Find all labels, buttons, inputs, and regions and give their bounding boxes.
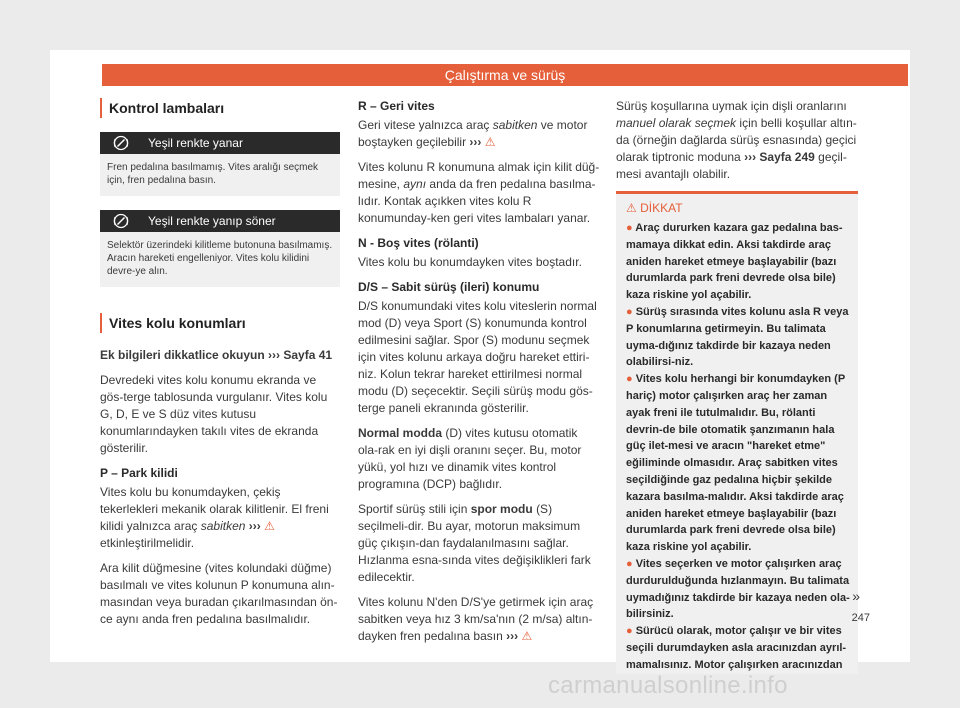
column-middle <box>358 98 600 653</box>
section-title-vites: Vites kolu konumları <box>100 313 340 333</box>
section-title-kontrol: Kontrol lambaları <box>100 98 340 118</box>
paragraph-reverse-1: Geri vitese yalnızca araç sabitken ve motor boştayken geçilebilir ››› ⚠ <box>358 118 588 149</box>
paragraph-park: Vites kolu bu konumdayken, çekiş tekerlekleri mekanik olarak kilitlenir. El freni kilidi yalnızca araç sabitken ››› ⚠ etkinleştirilmelidir. <box>100 485 329 550</box>
warning-triangle-icon: ⚠ <box>264 519 275 533</box>
list-item: ● Vites seçerken ve motor çalışırken araç durdurulduğunda hızlanmayın. Bu talimata uymadığınız takdirde bir kazaya neden ola-bilirsiniz. <box>626 557 850 621</box>
heading-park: P – Park kilidi <box>100 466 178 480</box>
column-left <box>100 98 340 636</box>
continue-mark: » <box>852 588 860 604</box>
warning-triangle-icon: ⚠ <box>626 201 637 215</box>
paragraph-drive-4: Vites kolunu N'den D/S'ye getirmek için araç sabitken veya hız 3 km/sa'nın (2 m/sa) altın-dayken fren pedalına basın ››› ⚠ <box>358 595 594 643</box>
page-number: 247 <box>851 612 870 624</box>
paragraph-neutral: Vites kolu bu konumdayken vites boştadır. <box>358 255 582 269</box>
lamp-box-1 <box>100 132 340 196</box>
lamp-1-title: Yeşil renkte yanar <box>148 136 243 150</box>
warning-box <box>616 191 858 674</box>
lamp-1-body: Fren pedalına basılmamış. Vites aralığı seçmek için, fren pedalına basın. <box>107 162 319 186</box>
list-item: ● Sürüş sırasında vites kolunu asla R veya P konumlarına getirmeyin. Bu talimata uyma-dığınız takdirde bir kazaya neden olabilirsi-niz. <box>626 305 849 369</box>
heading-reverse: R – Geri vites <box>358 99 435 113</box>
brake-pedal-blink-icon <box>113 213 129 229</box>
list-item: ● Araç dururken kazara gaz pedalına bas-mamaya dikkat edin. Aksi takdirde araç aniden hareket etmeye başlayabilir (bazı durumlarda park freni devrede olsa bile) kaza riskine yol açabilir. <box>626 222 843 302</box>
lamp-2-body: Selektör üzerindeki kilitleme butonuna basılmamış. Aracın hareketi engelleniyor. Vites kolu kilidini devre-ye alın. <box>107 240 333 277</box>
warning-triangle-icon: ⚠ <box>484 135 496 149</box>
list-item: ● Sürücü olarak, motor çalışır ve bir vites seçili durumdayken asla aracınızdan ayrıl-mamalısınız. Motor çalışırken aracınızdan <box>626 625 847 671</box>
paragraph-interlock: Ara kilit düğmesine (vites kolundaki düğme) basılmalı ve vites kolunun P konumuna alın-masından veya buradan çıkarılmasından ön-ce aynı anda fren pedalına basılmalıdır. <box>100 561 338 626</box>
paragraph-drive-1: D/S konumundaki vites kolu viteslerin normal mod (D) veya Sport (S) konumunda kontrol edilmesini sağlar. Spor (S) modunu seçmek için vites kolunu arkaya doğru hareket ettiri-niz. Kolun tekrar hareket ettirilmesi normal modu (D) seçecektir. Seçili sürüş modu gös-terge paneli ekranında gösterilir. <box>358 299 597 415</box>
heading-neutral: N - Boş vites (rölanti) <box>358 236 479 250</box>
warning-list <box>616 218 858 674</box>
paragraph-tiptronic: Sürüş koşullarına uymak için dişli oranlarını manuel olarak seçmek için belli koşullar altın-da (örneğin dağlarda sürüş esnasında) geçici olarak tiptronic moduna ››› Sayfa 249 geçil-mesi avantajlı olabilir. <box>616 99 857 181</box>
paragraph-drive-3: Sportif sürüş stili için spor modu (S) seçilmeli-dir. Bu ayar, motorun maksimum güç çıkışın-dan faydalanılmasını sağlar. Hızlanma esna-sında vites değişiklikleri fark edilecektir. <box>358 502 591 584</box>
warning-triangle-icon: ⚠ <box>521 629 533 643</box>
warning-title: DİKKAT <box>640 201 683 215</box>
paragraph-display: Devredeki vites kolu konumu ekranda ve gös-terge tablosunda vurgulanır. Vites kolu G, D, E ve S düz vites kutusu konumlarındayken takılı vites de ekranda gösterilir. <box>100 373 328 455</box>
lamp-box-2 <box>100 210 340 287</box>
chapter-header: Çalıştırma ve sürüş <box>102 64 908 86</box>
page-link[interactable]: Sayfa 249 <box>759 150 815 164</box>
brake-pedal-icon <box>113 135 129 151</box>
read-more-line: Ek bilgileri dikkatlice okuyun ››› Sayfa 41 <box>100 348 333 362</box>
lamp-2-title: Yeşil renkte yanıp söner <box>148 214 276 228</box>
paragraph-reverse-2: Vites kolunu R konumuna almak için kilit düğ-mesine, aynı anda da fren pedalına basılma-lıdır. Kontak açıkken vites kolu R konumunday-ken geri vites lambaları yanar. <box>358 160 600 225</box>
manual-page <box>50 50 910 671</box>
paragraph-drive-2: Normal modda (D) vites kutusu otomatik ola-rak en iyi dişli oranını seçer. Bu, motor yükü, yol hızı ve dinamik vites kontrol programına (DCP) bağlıdır. <box>358 426 582 491</box>
list-item: ● Vites kolu herhangi bir konumdayken (P hariç) motor çalışırken araç her zaman ayak freni ile tutulmalıdır. Bu, rölanti devrin-de bile otomatik şanzımanın hala güç ilet-mesi ve aracın "hareket etme" eğiliminde olmasıdır. Araç sabitken vites seçildiğinde gaz pedalına hiçbir şekilde kazara basılma-malıdır. Aksi takdirde araç aniden hareket etmeye başlayabilir (bazı durumlarda park freni devrede olsa bile) kaza riskine yol açabilir. <box>626 373 845 554</box>
watermark: carmanualsonline.info <box>548 672 788 699</box>
column-right <box>616 98 858 674</box>
heading-drive: D/S – Sabit sürüş (ileri) konumu <box>358 280 540 294</box>
